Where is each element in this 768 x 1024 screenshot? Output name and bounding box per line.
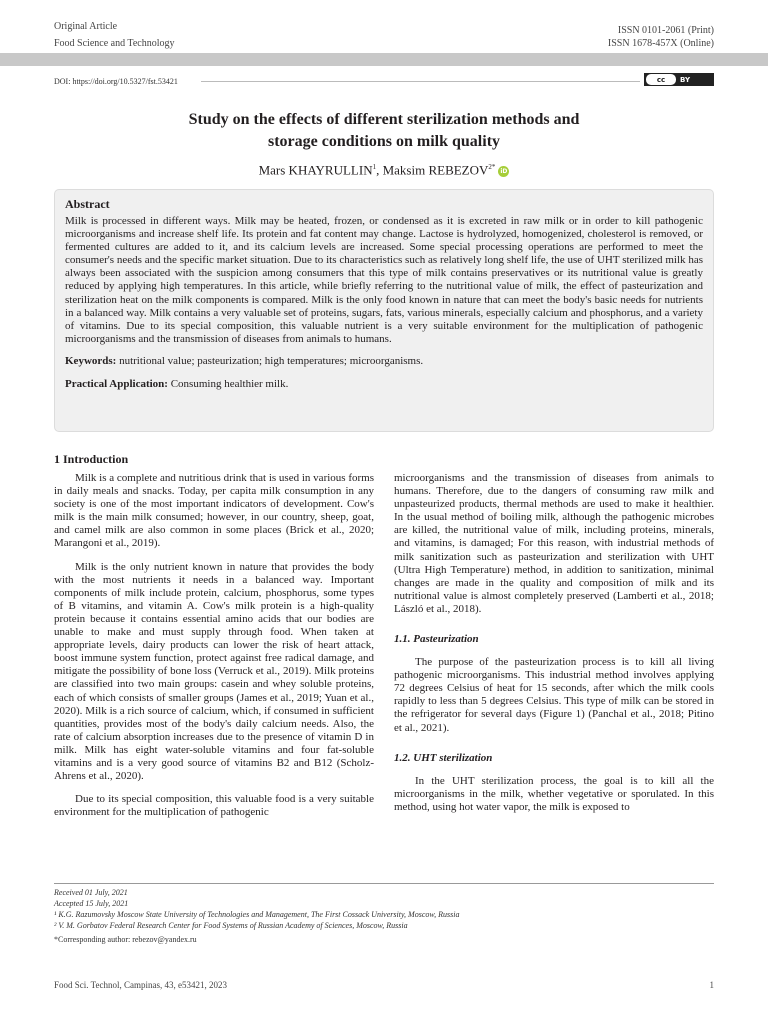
- affiliation-1: ¹ K.G. Razumovsky Moscow State University of Technologies and Management, The First Cossack University, Moscow, Russia: [54, 910, 460, 919]
- practical-application-label: Practical Application:: [65, 377, 168, 390]
- abstract-text: Milk is processed in different ways. Milk may be heated, frozen, or condensed as it is excreted in raw milk or in order to kill pathogenic microorganisms and increase shelf life. Its protein and fat content may change. Lactose is hydrolyzed, homogenized, cholesterol is removed, or fermented cultures are added to it, and its calcium levels are increased. Some special processing operations are performed to meet the consumer's needs and the specific market situation. Due to its characteristics such as relatively long shelf life, the use of UHT sterilized milk has always been associated with the suspicion among consumers that this type of milk contains preservatives or its nutritional value is greatly reduced by applying high temperatures. In this article, while briefly referring to the nutritional value of milk, the effect of pasteurization and sterilization heat on the milk components is compared. Milk is the only food known in nature that can meet the body's basic needs for nutrients in a balanced way. Milk contains a very valuable set of proteins, sugars, fats, various minerals, especially calcium and phosphorus, and a variety of vitamins. Due to its special composition, this valuable nutrient is a very suitable environment for the multiplication of pathogenic microorganisms and the transmission of diseases from animals to humans.: [65, 215, 703, 345]
- author-list: [54, 158, 714, 179]
- keywords-text: nutritional value; pasteurization; high temperatures; microorganisms.: [116, 354, 424, 367]
- accepted-date: Accepted 15 July, 2021: [54, 899, 129, 908]
- author-1-affiliation: 1: [372, 163, 377, 171]
- page-number: 1: [709, 980, 714, 990]
- citation-footer: Food Sci. Technol, Campinas, 43, e53421, 2023: [54, 980, 227, 990]
- author-2-affiliation: 2*: [488, 163, 496, 171]
- practical-application-text: Consuming healthier milk.: [167, 377, 289, 390]
- orcid-icon[interactable]: iD: [500, 167, 508, 175]
- doi-row: [54, 71, 714, 91]
- body-column-right: [394, 472, 714, 814]
- keywords: [65, 354, 703, 368]
- cc-by-license-badge[interactable]: [644, 73, 714, 86]
- paragraph: Milk is the only nutrient known in nature that provides the body with the most nutrients it needs in a balanced way. Important components of milk include protein, calcium, phosphorus, some types of B vitamins, and vitamin A. Cow's milk protein is a high-quality protein because it contains essential amino acids that our bodies are unable to make and must supply through food. When taken at appropriate levels, dairy products can lower the risk of heart attack, boost immune system function, protect against free radical damage, and mitigate the possibility of bone loss (Verruck et al., 2019). Milk proteins are classified into two main groups: casein and whey soluble proteins, each of which consists of smaller groups (James et al., 2019; Yuan et al., 2020). Milk is a rich source of calcium, which, if consumed in sufficient quantities, provides most of the body's daily calcium needs. Also, the rate of calcium absorption increases due to the presence of vitamin D in milk. Milk has eight water-soluble vitamins and four fat-soluble vitamins and is a very good source of vitamins B2 and B12 (Scholz-Ahrens et al., 2020).: [54, 560, 374, 783]
- body-column-left: [54, 451, 374, 819]
- title-line-2: storage conditions on milk quality: [267, 133, 501, 150]
- subsection-heading-pasteurization: 1.1. Pasteurization: [394, 633, 479, 646]
- corresponding-author: *Corresponding author: rebezov@yandex.ru: [54, 935, 197, 944]
- author-separator: ,: [376, 162, 383, 178]
- paragraph: In the UHT sterilization process, the goal is to kill all the microorganisms in the milk, whether vegetative or sporulated. In this method, using hot water vapor, the milk is exposed to: [394, 774, 714, 813]
- header-divider-bar: [0, 53, 768, 66]
- paragraph: The purpose of the pasteurization process is to kill all living pathogenic microorganisms. This industrial method involves applying 72 degrees Celsius of heat for 15 seconds, after which the milk cools rapidly to less than 5 degrees Celsius. This type of milk can be stored in the refrigerator for several days (Figure 1) (Panchal et al., 2018; Pitino et al., 2021).: [394, 656, 714, 734]
- doi-link[interactable]: DOI: https://doi.org/10.5327/fst.53421: [54, 77, 178, 86]
- abstract-box: [54, 189, 714, 432]
- author-2: Maksim REBEZOV: [382, 162, 489, 178]
- received-date: Received 01 July, 2021: [54, 888, 128, 897]
- abstract-heading: Abstract: [65, 197, 110, 211]
- keywords-label: Keywords:: [65, 354, 117, 367]
- doi-rule: [201, 81, 640, 82]
- footnotes: [54, 887, 714, 945]
- journal-name: Food Science and Technology: [54, 38, 175, 49]
- issn-online: ISSN 1678-457X (Online): [607, 38, 714, 49]
- by-label: BY: [680, 75, 691, 84]
- article-type: Original Article: [54, 21, 118, 32]
- practical-application: [65, 377, 703, 391]
- running-header-right: [608, 24, 714, 50]
- author-1: Mars KHAYRULLIN: [258, 162, 373, 178]
- footnote-rule: [54, 883, 714, 884]
- paragraph: microorganisms and the transmission of diseases from animals to humans. Therefore, due to the dangers of consuming raw milk and unpasteurized products, thermal methods are used to make it healthier. In the usual method of boiling milk, although the pathogenic microbes are killed, the nutritional value of milk, including proteins, minerals, and vitamins, is damaged; For this reason, with industrial methods of milk sanitization such as pasteurization and sterilization with UHT (Ultra High Temperature) method, in addition to sanitization, minimal changes are made in the quality and composition of milk and its nutritional value is almost completely preserved (Lamberti et al., 2018; László et al., 2018).: [394, 472, 714, 615]
- paragraph: Due to its special composition, this valuable food is a very suitable environment for the multiplication of pathogenic: [54, 793, 374, 819]
- section-heading-introduction: 1 Introduction: [54, 452, 129, 466]
- title-line-1: Study on the effects of different sterilization methods and: [188, 111, 580, 128]
- running-header-left: [54, 18, 174, 52]
- affiliation-2: ² V. M. Gorbatov Federal Research Center for Food Systems of Russian Academy of Sciences, Moscow, Russia: [54, 921, 408, 930]
- paragraph: Milk is a complete and nutritious drink that is used in various forms in daily meals and snacks. Today, per capita milk consumption in any society is one of the most important indicators of development. Cow's milk is the main milk consumed; however, in our country, sheep, goat, and camel milk are also common in some places (Brick et al., 2020; Marangoni et al., 2019).: [54, 472, 374, 550]
- issn-print: ISSN 0101-2061 (Print): [617, 25, 714, 36]
- subsection-heading-uht: 1.2. UHT sterilization: [394, 751, 493, 764]
- article-title: [54, 109, 714, 153]
- cc-icon: cc: [646, 74, 676, 85]
